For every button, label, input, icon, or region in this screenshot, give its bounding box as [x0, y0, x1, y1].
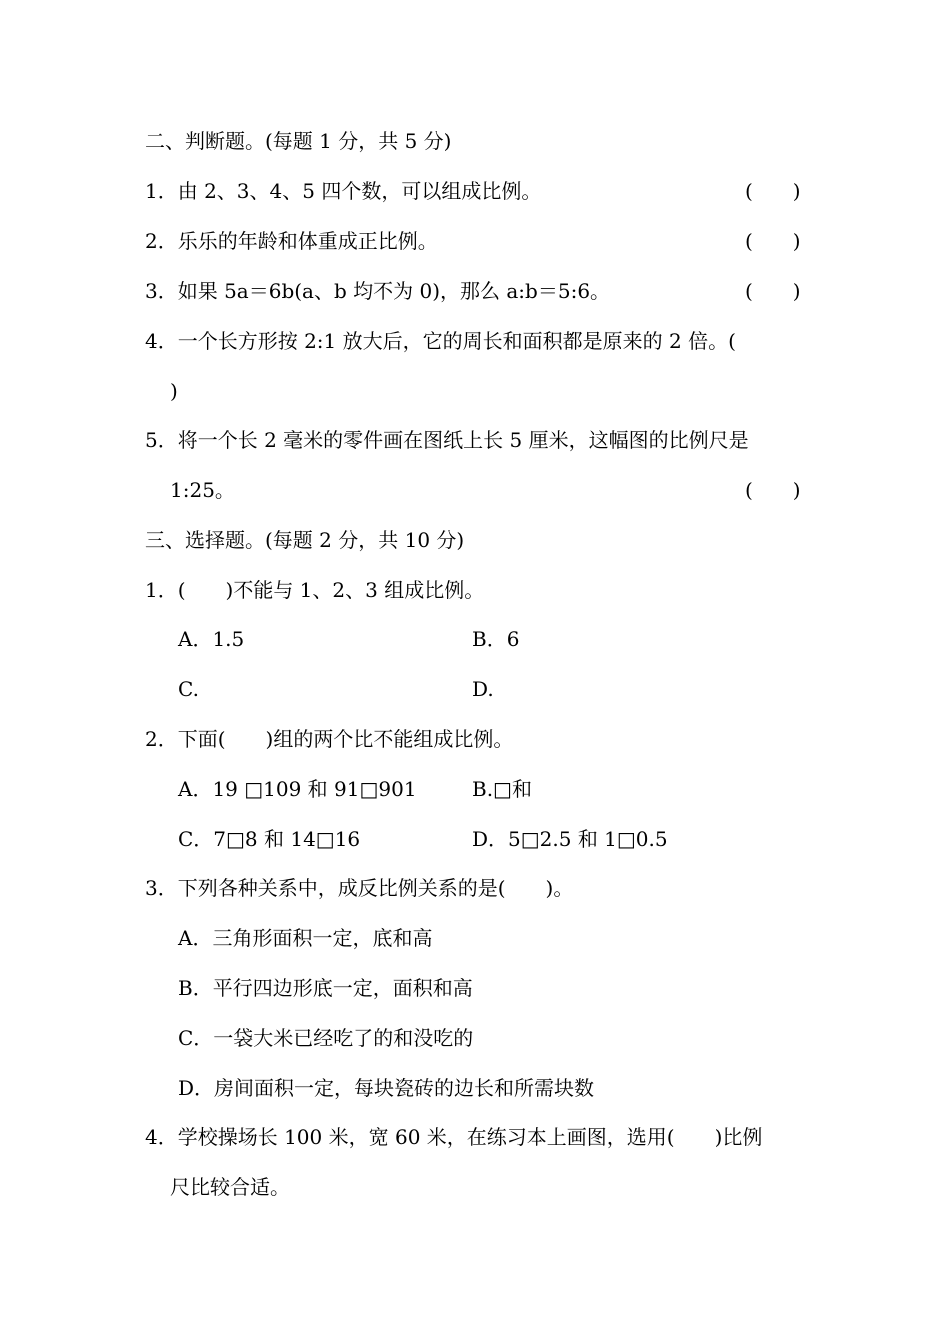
judge-item-4-cont: ) — [170, 379, 178, 403]
choice-q2-option-c: C．7□8 和 14□16 — [178, 827, 361, 851]
section3-title: 三、选择题。(每题 2 分，共 10 分) — [145, 528, 465, 552]
choice-q2-stem: 2．下面( )组的两个比不能组成比例。 — [145, 727, 514, 751]
judge-item-3: 3．如果 5a＝6b(a、b 均不为 0)，那么 a:b＝5:6。 — [145, 279, 611, 303]
choice-q3-option-c: C．一袋大米已经吃了的和没吃的 — [178, 1026, 474, 1050]
choice-q2-option-b: B.□和 — [472, 777, 532, 801]
answer-blank-2: ( ) — [745, 229, 801, 253]
judge-item-2: 2．乐乐的年龄和体重成正比例。 — [145, 229, 438, 253]
judge-item-5-cont: 1:25。 — [170, 478, 235, 502]
choice-q1-option-a: A．1.5 — [178, 627, 245, 651]
choice-q4-stem-cont: 尺比较合适。 — [170, 1175, 290, 1199]
judge-item-4: 4．一个长方形按 2:1 放大后，它的周长和面积都是原来的 2 倍。( — [145, 329, 736, 353]
choice-q4-stem: 4．学校操场长 100 米，宽 60 米，在练习本上画图，选用( )比例 — [145, 1125, 763, 1149]
choice-q1-option-d: D. — [472, 677, 494, 701]
choice-q3-option-d: D．房间面积一定，每块瓷砖的边长和所需块数 — [178, 1076, 595, 1100]
choice-q1-option-b: B．6 — [472, 627, 520, 651]
answer-blank-3: ( ) — [745, 279, 801, 303]
choice-q3-option-a: A．三角形面积一定，底和高 — [178, 926, 433, 950]
choice-q3-stem: 3．下列各种关系中，成反比例关系的是( )。 — [145, 876, 574, 900]
choice-q1-option-c: C. — [178, 677, 199, 701]
choice-q3-option-b: B．平行四边形底一定，面积和高 — [178, 976, 473, 1000]
choice-q2-option-d: D．5□2.5 和 1□0.5 — [472, 827, 668, 851]
section2-title: 二、判断题。(每题 1 分，共 5 分) — [145, 129, 452, 153]
choice-q1-stem: 1．( )不能与 1、2、3 组成比例。 — [145, 578, 485, 602]
answer-blank-5: ( ) — [745, 478, 801, 502]
answer-blank-1: ( ) — [745, 179, 801, 203]
judge-item-1: 1．由 2、3、4、5 四个数，可以组成比例。 — [145, 179, 542, 203]
choice-q2-option-a: A．19 □109 和 91□901 — [178, 777, 417, 801]
judge-item-5: 5．将一个长 2 毫米的零件画在图纸上长 5 厘米，这幅图的比例尺是 — [145, 428, 749, 452]
